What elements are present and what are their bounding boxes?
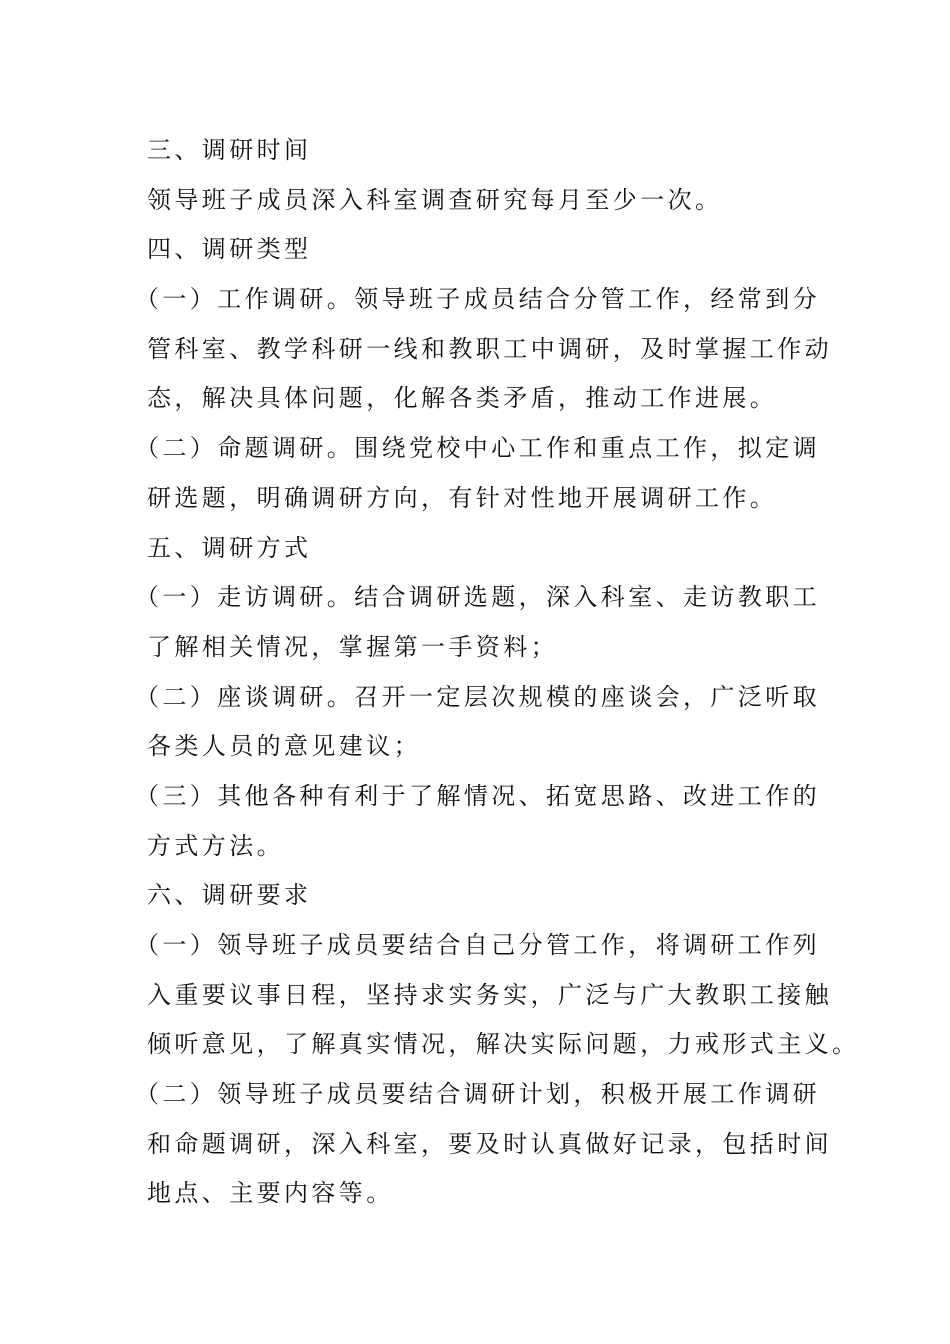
text-line: 研选题，明确调研方向，有针对性地开展调研工作。 — [147, 483, 778, 512]
section-heading-type: 四、调研类型 — [147, 235, 312, 264]
section-heading-requirements: 六、调研要求 — [147, 881, 312, 910]
text-line: （二）领导班子成员要结合调研计划，积极开展工作调研 — [135, 1080, 820, 1109]
text-line: 入重要议事日程，坚持求实务实，广泛与广大教职工接触 — [147, 980, 832, 1009]
text-line: （二）命题调研。围绕党校中心工作和重点工作，拟定调 — [135, 434, 820, 463]
text-line: 领导班子成员深入科室调查研究每月至少一次。 — [147, 185, 723, 214]
text-line: （一）走访调研。结合调研选题，深入科室、走访教职工 — [135, 583, 820, 612]
text-line: 态，解决具体问题，化解各类矛盾，推动工作进展。 — [147, 384, 778, 413]
text-line: 管科室、教学科研一线和教职工中调研，及时掌握工作动 — [147, 334, 832, 363]
section-heading-time: 三、调研时间 — [147, 136, 312, 164]
text-line: 了解相关情况，掌握第一手资料； — [147, 632, 558, 661]
section-heading-method: 五、调研方式 — [147, 533, 312, 562]
text-line: （二）座谈调研。召开一定层次规模的座谈会，广泛听取 — [135, 682, 820, 711]
text-line: （一）领导班子成员要结合自己分管工作，将调研工作列 — [135, 931, 820, 959]
text-line: 和命题调研，深入科室，要及时认真做好记录，包括时间 — [147, 1129, 832, 1158]
text-line: （一）工作调研。领导班子成员结合分管工作，经常到分 — [135, 285, 820, 314]
text-line: 地点、主要内容等。 — [147, 1179, 394, 1208]
text-line: 方式方法。 — [147, 831, 284, 860]
text-line: 倾听意见，了解真实情况，解决实际问题，力戒形式主义。 — [147, 1030, 860, 1059]
text-line: 各类人员的意见建议； — [147, 732, 421, 761]
document-body — [135, 126, 860, 1219]
text-line: （三）其他各种有利于了解情况、拓宽思路、改进工作的 — [135, 781, 820, 810]
